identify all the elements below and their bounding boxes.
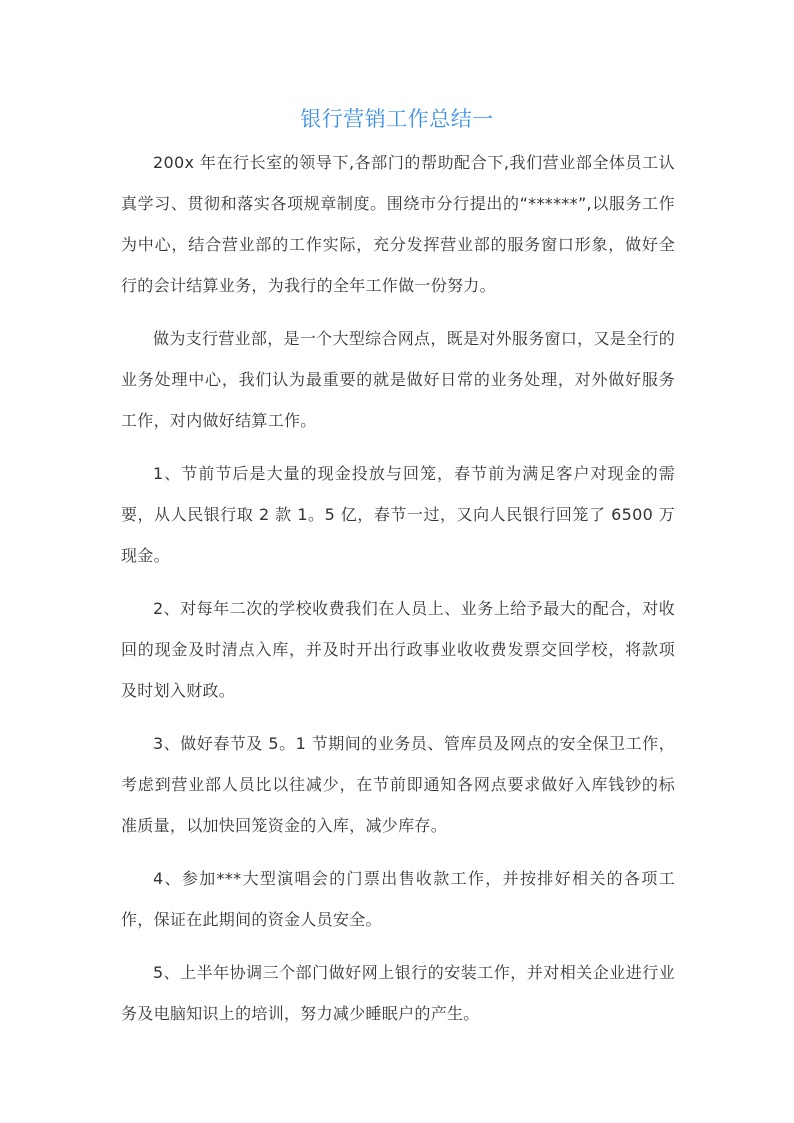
paragraph-item-2: 2、对每年二次的学校收费我们在人员上、业务上给予最大的配合，对收回的现金及时清点入库，并及时开出行政事业收收费发票交回学校，将款项及时划入财政。 (121, 599, 675, 700)
paragraph-role: 做为支行营业部，是一个大型综合网点，既是对外服务窗口，又是全行的业务处理中心，我们认为最重要的就是做好日常的业务处理，对外做好服务工作，对内做好结算工作。 (121, 329, 675, 430)
paragraph-intro: 200x 年在行长室的领导下,各部门的帮助配合下,我们营业部全体员工认真学习、贯彻和落实各项规章制度。围绕市分行提出的“******”,以服务工作为中心，结合营业部的工作实际，充分发挥营业部的服务窗口形象，做好全行的会计结算业务，为我行的全年工作做一份努力。 (121, 153, 675, 295)
paragraph-item-3: 3、做好春节及 5。1 节期间的业务员、管库员及网点的安全保卫工作，考虑到营业部人员比以往减少，在节前即通知各网点要求做好入库钱钞的标准质量，以加快回笼资金的入库，减少库存。 (121, 734, 675, 835)
paragraph-item-5: 5、上半年协调三个部门做好网上银行的安装工作，并对相关企业进行业务及电脑知识上的培训，努力减少睡眠户的产生。 (121, 963, 675, 1023)
paragraph-item-1: 1、节前节后是大量的现金投放与回笼，春节前为满足客户对现金的需要，从人民银行取 2 款 1。5 亿，春节一过，又向人民银行回笼了 6500 万现金。 (121, 464, 675, 565)
paragraph-item-4: 4、参加***大型演唱会的门票出售收款工作，并按排好相关的各项工作，保证在此期间的资金人员安全。 (121, 869, 675, 929)
document-title: 银行营销工作总结一 (300, 107, 494, 131)
document-body (121, 142, 675, 1046)
